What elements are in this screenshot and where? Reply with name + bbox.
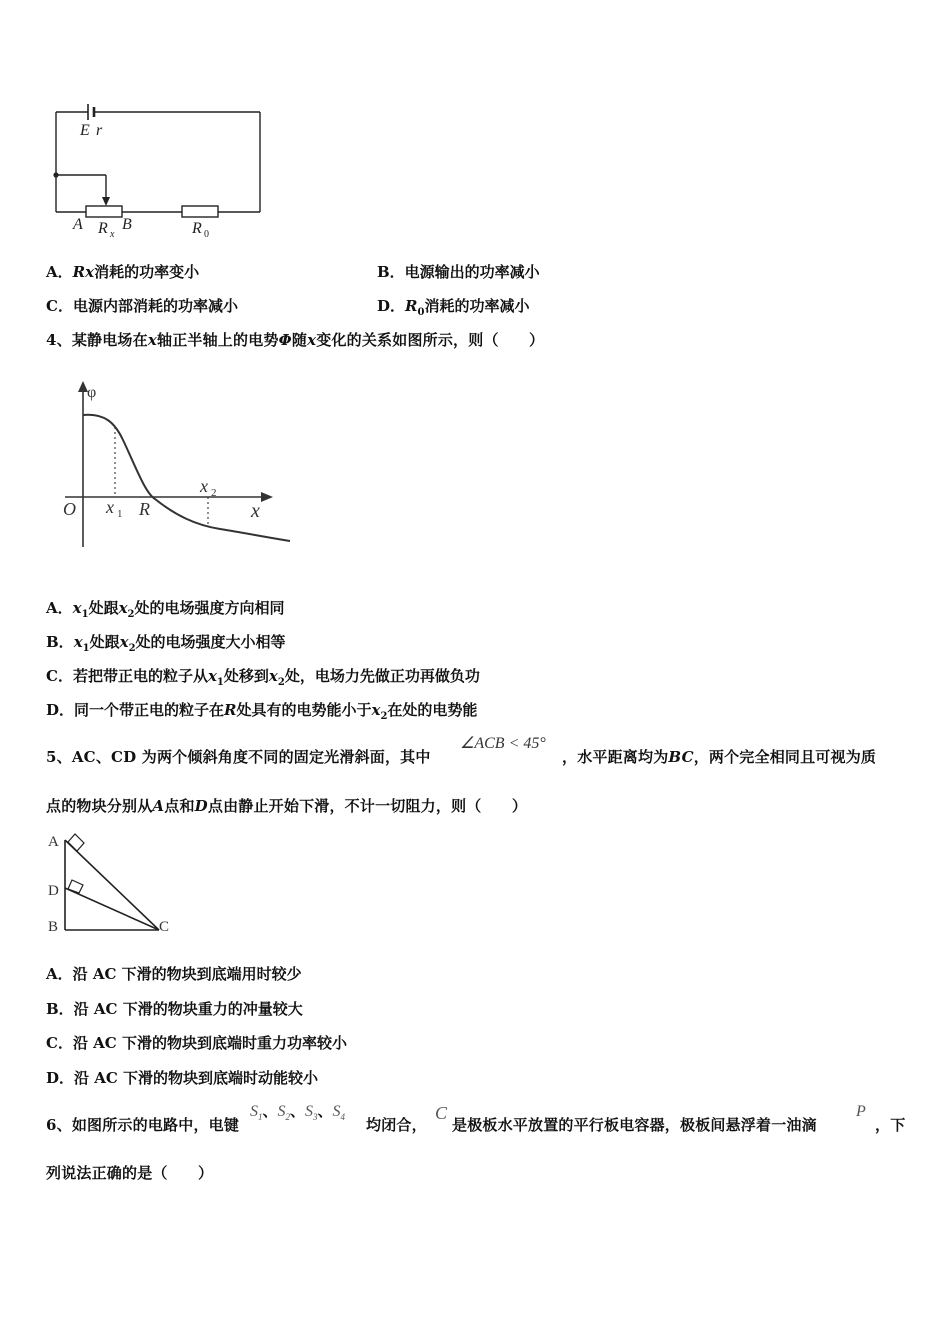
label-A: A bbox=[73, 216, 83, 233]
incline-figure bbox=[44, 828, 184, 940]
q4-option-d[interactable]: D．同一个带正电的粒子在R处具有的电势能小于$x_2$在处的电势能 bbox=[46, 701, 478, 722]
graph-R-label: R bbox=[139, 499, 150, 519]
q6-stem-line1: 6、如图所示的电路中，电键 bbox=[46, 1116, 240, 1134]
fig-label-C: C bbox=[159, 919, 170, 935]
q6-stem-line2: 列说法正确的是（ ） bbox=[46, 1164, 214, 1182]
label-Rx-R: R bbox=[98, 220, 108, 237]
q3-option-b[interactable]: B．电源输出的功率减小 bbox=[377, 263, 540, 281]
potential-graph bbox=[55, 375, 300, 555]
q5-angle-math: ∠ACB < 45° bbox=[460, 735, 546, 752]
q6-droplet-symbol: P bbox=[856, 1103, 866, 1120]
q6-stem-line1d: ，下 bbox=[875, 1116, 906, 1134]
graph-x2-label: x bbox=[200, 476, 208, 496]
graph-x-axis-label: x bbox=[251, 500, 260, 522]
label-R0-0: 0 bbox=[204, 229, 209, 240]
q5-option-c[interactable]: C．沿 AC 下滑的物块到底端时重力功率较小 bbox=[46, 1034, 347, 1052]
q6-capacitor-symbol: C bbox=[435, 1103, 448, 1123]
q5-option-d[interactable]: D．沿 AC 下滑的物块到底端时动能较小 bbox=[46, 1069, 319, 1087]
q5-stem-line1: 5、AC、CD 为两个倾斜角度不同的固定光滑斜面，其中 bbox=[46, 748, 431, 766]
q6-stem-line1c: 是极板水平放置的平行板电容器，极板间悬浮着一油滴 bbox=[452, 1116, 817, 1134]
q3-option-a[interactable]: A．Rx消耗的功率变小 bbox=[46, 263, 200, 281]
circuit-figure bbox=[40, 95, 280, 245]
q5-stem-line2: 点的物块分别从A点和D点由静止开始下滑，不计一切阻力，则（ ） bbox=[46, 797, 528, 815]
q6-switches: $S_1$、$S_2$、$S_3$、$S_4$ bbox=[250, 1102, 346, 1123]
q3-option-c[interactable]: C．电源内部消耗的功率减小 bbox=[46, 297, 238, 315]
fig-label-D: D bbox=[48, 883, 59, 899]
label-Rx-x: x bbox=[110, 229, 115, 240]
q5-option-a[interactable]: A．沿 AC 下滑的物块到底端用时较少 bbox=[46, 965, 302, 983]
q5-option-b[interactable]: B．沿 AC 下滑的物块重力的冲量较大 bbox=[46, 1000, 303, 1018]
q5-stem-line1b: ，水平距离均为BC，两个完全相同且可视为质 bbox=[562, 748, 877, 766]
label-E: E bbox=[80, 122, 90, 139]
fig-label-B: B bbox=[48, 919, 59, 935]
graph-x1-label: x bbox=[106, 497, 114, 517]
q4-option-b[interactable]: B．$x_1$处跟$x_2$处的电场强度大小相等 bbox=[46, 633, 286, 654]
label-B: B bbox=[122, 216, 132, 233]
q4-option-c[interactable]: C．若把带正电的粒子从$x_1$处移到$x_2$处，电场力先做正功再做负功 bbox=[46, 667, 480, 688]
fig-label-A: A bbox=[48, 834, 59, 850]
graph-phi-label: φ bbox=[87, 384, 97, 401]
label-r: r bbox=[96, 122, 103, 139]
label-R0-R: R bbox=[192, 220, 202, 237]
graph-origin-label: O bbox=[63, 499, 76, 519]
graph-x2-sub: 2 bbox=[211, 487, 217, 499]
q4-option-a[interactable]: A．$x_1$处跟$x_2$处的电场强度方向相同 bbox=[46, 599, 285, 620]
graph-x1-sub: 1 bbox=[117, 508, 123, 520]
q4-stem: 4、某静电场在x轴正半轴上的电势Φ随x变化的关系如图所示，则（ ） bbox=[46, 331, 545, 349]
q3-option-d[interactable]: D．$R_0$消耗的功率减小 bbox=[377, 297, 530, 318]
q6-stem-line1b: 均闭合， bbox=[366, 1116, 427, 1134]
